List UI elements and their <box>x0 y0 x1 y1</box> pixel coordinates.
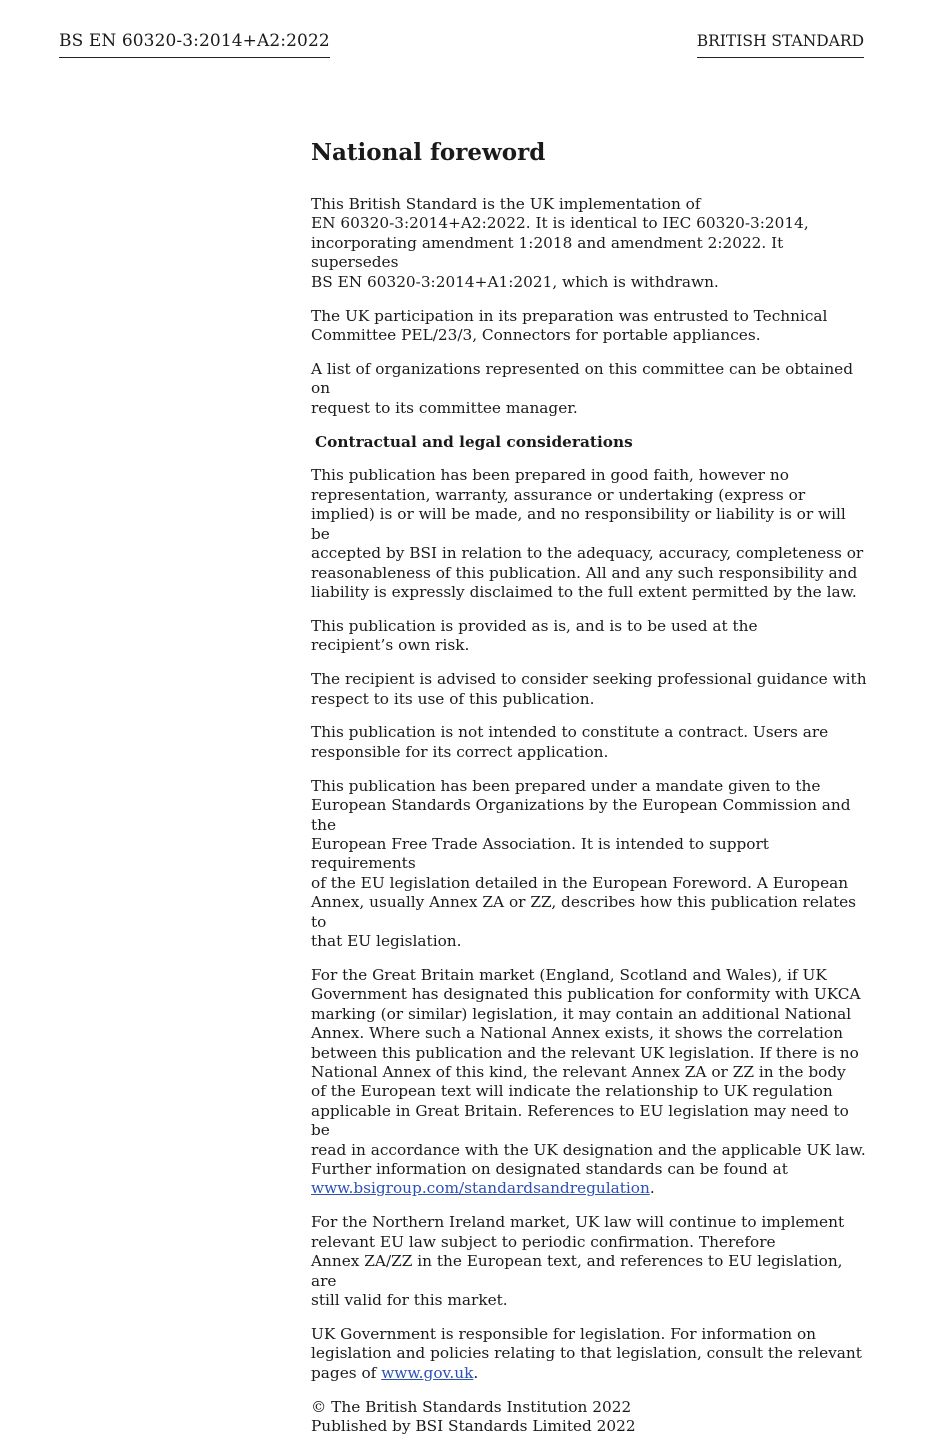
text-line: National Annex of this kind, the relevant Annex ZA or ZZ in the body <box>311 1062 846 1081</box>
text-line: still valid for this market. <box>311 1290 508 1309</box>
text-line: applicable in Great Britain. References to EU legislation may need to be <box>311 1101 849 1140</box>
gov-uk-link[interactable]: www.gov.uk <box>381 1363 474 1382</box>
text-line: that EU legislation. <box>311 932 462 950</box>
text-line: marking (or similar) legislation, it may contain an additional National <box>311 1004 852 1023</box>
text-line: For the Great Britain market (England, Scotland and Wales), if UK <box>311 965 827 984</box>
text-line: responsible for its correct application. <box>311 742 609 761</box>
document-id: BS EN 60320-3:2014+A2:2022 <box>59 30 330 58</box>
text-line: UK Government is responsible for legislation. For information on <box>311 1324 817 1343</box>
text-line: reasonableness of this publication. All and any such responsibility and <box>311 563 858 582</box>
text-line: request to its committee manager. <box>311 398 578 417</box>
text-line: For the Northern Ireland market, UK law will continue to implement <box>311 1213 845 1232</box>
text-line: of the European text will indicate the relationship to UK regulation <box>311 1082 833 1101</box>
text-line: pages of <box>311 1363 382 1382</box>
text-line: This publication has been prepared under a mandate given to the <box>311 776 821 795</box>
text-line: Committee PEL/23/3, Connectors for portable appliances. <box>311 325 761 344</box>
paragraph-mandate <box>311 777 867 952</box>
text-line: liability is expressly disclaimed to the full extent permitted by the law. <box>311 582 857 601</box>
paragraph-great-britain <box>311 966 867 1199</box>
paragraph-participation <box>311 307 867 346</box>
text-line: read in accordance with the UK designation and the applicable UK law. <box>311 1140 866 1159</box>
foreword-body <box>311 136 867 1451</box>
paragraph-good-faith <box>311 466 867 602</box>
paragraph-implementation <box>311 195 867 292</box>
text-line: of the EU legislation detailed in the European Foreword. A European <box>311 873 849 892</box>
text-line: EN 60320-3:2014+A2:2022. It is identical to IEC 60320-3:2014, <box>311 214 809 233</box>
text-line: incorporating amendment 1:2018 and amendment 2:2022. It supersedes <box>311 233 784 272</box>
text-line: Annex, usually Annex ZA or ZZ, describes how this publication relates to <box>311 893 856 931</box>
text-line: Annex ZA/ZZ in the European text, and references to EU legislation, are <box>311 1252 843 1290</box>
series-label: BRITISH STANDARD <box>697 31 864 58</box>
text-line: representation, warranty, assurance or undertaking (express or <box>311 485 806 504</box>
text-line: The recipient is advised to consider seeking professional guidance with <box>311 670 867 689</box>
paragraph-guidance <box>311 670 867 709</box>
text-punct: . <box>473 1363 479 1382</box>
publisher-line: Published by BSI Standards Limited 2022 <box>311 1416 636 1435</box>
contractual-heading: Contractual and legal considerations <box>315 432 633 451</box>
text-line: accepted by BSI in relation to the adequacy, accuracy, completeness or <box>311 544 864 563</box>
text-line: This publication has been prepared in good faith, however no <box>311 466 789 485</box>
text-punct: . <box>649 1179 655 1198</box>
paragraph-uk-government <box>311 1325 867 1383</box>
text-line: The UK participation in its preparation was entrusted to Technical <box>311 306 828 325</box>
paragraph-committee <box>311 360 867 418</box>
paragraph-contract <box>311 723 867 762</box>
text-line: This publication is not intended to constitute a contract. Users are <box>311 723 829 742</box>
copyright-line: © The British Standards Institution 2022 <box>311 1397 632 1416</box>
text-line: This publication is provided as is, and is to be used at the <box>311 616 758 635</box>
text-line: European Free Trade Association. It is intended to support requirements <box>311 834 769 873</box>
text-line: Government has designated this publication for conformity with UKCA <box>311 985 861 1004</box>
text-line: BS EN 60320-3:2014+A1:2021, which is withdrawn. <box>311 272 719 291</box>
paragraph-own-risk <box>311 617 867 656</box>
text-line: implied) is or will be made, and no responsibility or liability is or will be <box>311 505 846 543</box>
text-line: European Standards Organizations by the European Commission and the <box>311 796 851 834</box>
paragraph-copyright <box>311 1398 867 1437</box>
text-line: A list of organizations represented on this committee can be obtained on <box>311 359 854 398</box>
bsigroup-link[interactable]: www.bsigroup.com/standardsandregulation <box>311 1179 650 1198</box>
text-line: Annex. Where such a National Annex exists, it shows the correlation <box>311 1024 843 1043</box>
text-line: respect to its use of this publication. <box>311 689 595 708</box>
page-title: National foreword <box>311 139 546 166</box>
text-line: recipient’s own risk. <box>311 636 470 655</box>
text-line: legislation and policies relating to that legislation, consult the relevant <box>311 1344 862 1363</box>
text-line: relevant EU law subject to periodic confirmation. Therefore <box>311 1232 776 1251</box>
text-line: This British Standard is the UK implementation of <box>311 195 701 213</box>
paragraph-northern-ireland <box>311 1213 867 1310</box>
text-line: Further information on designated standards can be found at <box>311 1159 788 1178</box>
text-line: between this publication and the relevant UK legislation. If there is no <box>311 1043 859 1062</box>
